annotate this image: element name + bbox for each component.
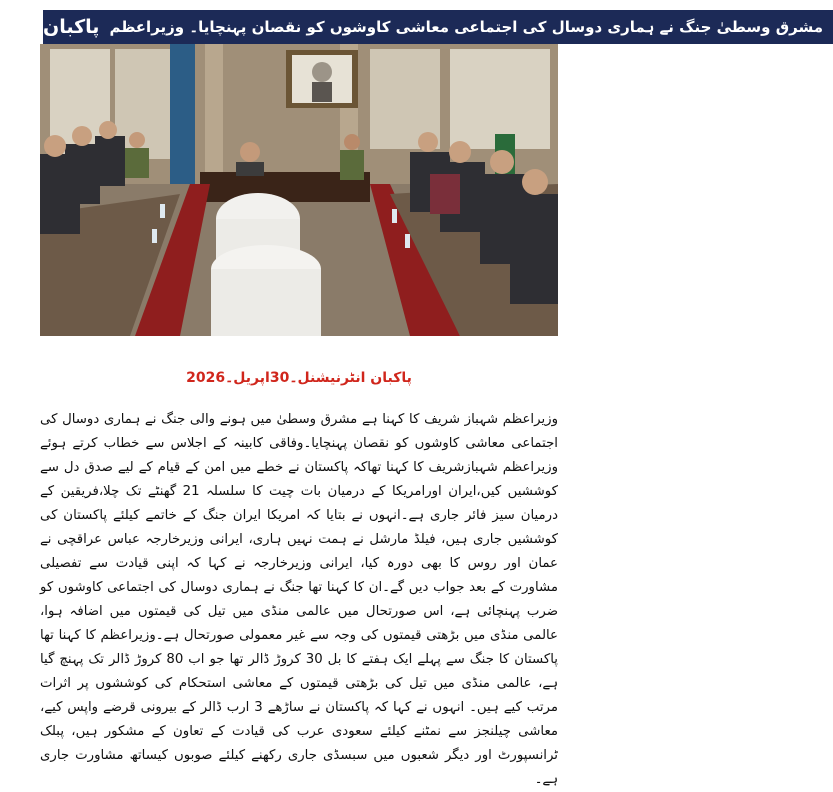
dateline: پاکبان انٹرنیشنل۔30اپریل۔2026 [186, 370, 412, 386]
publication-logo: پاکبان [40, 10, 99, 44]
article-body: وزیراعظم شہباز شریف کا کہنا ہے مشرق وسطیٰ میں ہونے والی جنگ نے ہماری دوسال کی اجتماعی معاشی کاوشوں کو نقصان پہنچایا۔وفاقی کابینہ کے اجلاس سے خطاب کرتے ہوئے وزیراعظم شہبازشریف کا کہنا تھاکہ پاکستان نے خطے میں امن کے قیام کے لیے صدق دل سے کوششیں کیں،ایران اورامریکا کے درمیان بات چیت کا سلسلہ 21 گھنٹے تک چلا،فریقین کے درمیان سیز فائر جاری ہے۔انہوں نے بتایا کہ امریکا ایران جنگ کے خاتمے کیلئے پاکستان کی کوششیں جاری ہیں، فیلڈ مارشل نے ہمت نہیں ہاری، ایرانی وزیرخارجہ عباس عراقچی نے عمان اور روس کا بھی دورہ کیا، ایرانی وزیرخارجہ نے کہا کہ اپنی قیادت سے تفصیلی مشاورت کے بعد جواب دیں گے۔ان کا کہنا تھا جنگ نے ہماری دوسال کی اجتماعی کاوشوں کو ضرب پہنچائی ہے، اس صورتحال میں عالمی منڈی میں تیل کی قیمتوں میں اضافہ ہوا، عالمی منڈی میں بڑھتی قیمتوں کی وجہ سے غیر معمولی صورتحال ہے۔وزیراعظم کا کہنا تھا پاکستان کا جنگ سے پہلے ایک ہفتے کا بل 30 کروڑ ڈالر تھا جو اب 80 کروڑ ڈالر تک پہنچ گیا ہے، عالمی منڈی میں تیل کی بڑھتی قیمتوں کے معاشی استحکام کی کوششوں پر اثرات مرتب کیے ہیں۔ انہوں نے کہا کہ پاکستان نے ساڑھے 3 ارب ڈالر کے بیرونی قرضے واپس کیے، معاشی چیلنجز سے نمٹنے کیلئے سعودی عرب کی قیادت کے تعاون کے مشکور ہیں، پبلک ٹرانسپورٹ اور دیگر شعبوں میں سبسڈی جاری رکھنے کیلئے صوبوں کیساتھ مشاورت جاری ہے۔ [40, 412, 558, 787]
meeting-photo-illustration [40, 44, 558, 336]
flag-left [170, 44, 195, 184]
header-banner [40, 10, 824, 44]
meeting-photo [40, 44, 558, 336]
headline: مشرق وسطیٰ جنگ نے ہماری دوسال کی اجتماعی معاشی کاوشوں کو نقصان پہنچایا۔ وزیراعظم [99, 10, 833, 44]
